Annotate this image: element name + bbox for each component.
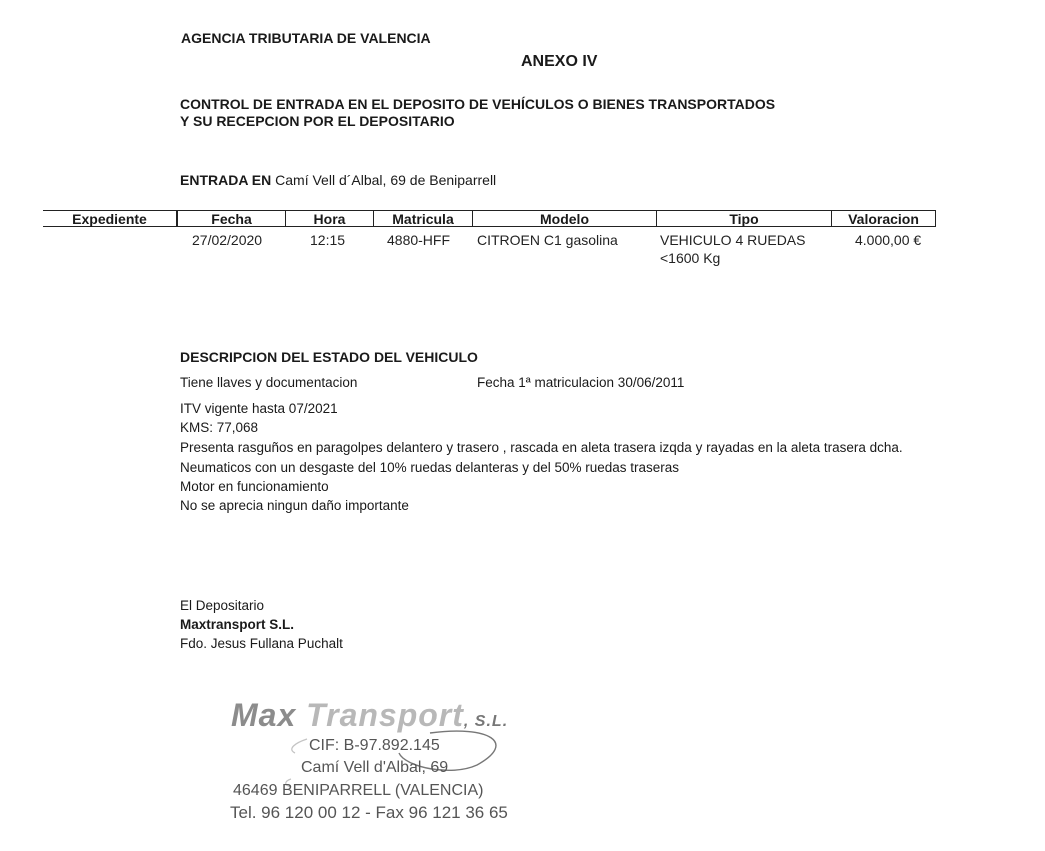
stamp-brand-transport: Transport bbox=[306, 697, 464, 733]
header-expediente: Expediente bbox=[43, 210, 177, 227]
no-damage-line: No se aprecia ningun daño importante bbox=[180, 498, 409, 513]
kms-line: KMS: 77,068 bbox=[180, 420, 259, 435]
description-title: DESCRIPCION DEL ESTADO DEL VEHICULO bbox=[180, 349, 478, 365]
annex-title: ANEXO IV bbox=[521, 53, 598, 70]
itv-line: ITV vigente hasta 07/2021 bbox=[180, 401, 338, 416]
control-title-line1: CONTROL DE ENTRADA EN EL DEPOSITO DE VEHÍCULOS O BIENES TRANSPORTADOS bbox=[180, 96, 776, 112]
cell-fecha: 27/02/2020 bbox=[192, 232, 263, 248]
company-stamp bbox=[225, 697, 565, 827]
header-hora: Hora bbox=[286, 210, 374, 227]
damage-line: Presenta rasguños en paragolpes delantero y trasero , rascada en aleta trasera izqda y rayadas en la aleta trasera dcha. bbox=[180, 440, 903, 455]
entry-label: ENTRADA EN bbox=[180, 172, 272, 188]
stamp-phones: Tel. 96 120 00 12 - Fax 96 121 36 65 bbox=[230, 803, 508, 822]
entry-place: Camí Vell d´Albal, 69 de Beniparrell bbox=[275, 172, 497, 188]
entry-location bbox=[180, 172, 496, 188]
cell-modelo: CITROEN C1 gasolina bbox=[477, 232, 618, 248]
signed-by: Fdo. Jesus Fullana Puchalt bbox=[180, 636, 343, 651]
stamp-brand-suffix: , S.L. bbox=[463, 713, 509, 730]
agency-title: AGENCIA TRIBUTARIA DE VALENCIA bbox=[181, 30, 431, 46]
cell-tipo-line1: VEHICULO 4 RUEDAS bbox=[660, 232, 806, 248]
cell-tipo bbox=[660, 232, 805, 266]
header-tipo: Tipo bbox=[657, 210, 832, 227]
keys-docs: Tiene llaves y documentacion bbox=[180, 375, 358, 390]
cell-valoracion: 4.000,00 € bbox=[855, 232, 922, 248]
header-matricula: Matricula bbox=[374, 210, 473, 227]
header-fecha: Fecha bbox=[177, 210, 286, 227]
depositario-company: Maxtransport S.L. bbox=[180, 617, 295, 632]
cell-tipo-line2: <1600 Kg bbox=[660, 250, 721, 266]
depositario-role: El Depositario bbox=[180, 598, 265, 613]
engine-line: Motor en funcionamiento bbox=[180, 479, 329, 494]
first-registration: Fecha 1ª matriculacion 30/06/2011 bbox=[477, 375, 685, 390]
control-title-line2: Y SU RECEPCION POR EL DEPOSITARIO bbox=[180, 113, 455, 129]
stamp-address: Camí Vell d'Albal, 69 bbox=[301, 759, 449, 776]
tyres-line: Neumaticos con un desgaste del 10% ruedas delanteras y del 50% ruedas traseras bbox=[180, 460, 680, 475]
cell-hora: 12:15 bbox=[310, 232, 346, 248]
cell-matricula: 4880-HFF bbox=[387, 232, 451, 248]
header-valoracion: Valoracion bbox=[832, 210, 936, 227]
stamp-city: 46469 BENIPARRELL (VALENCIA) bbox=[233, 782, 484, 799]
header-modelo: Modelo bbox=[473, 210, 657, 227]
stamp-cif: CIF: B-97.892.145 bbox=[309, 737, 440, 754]
stamp-brand-max: Max bbox=[231, 697, 297, 733]
